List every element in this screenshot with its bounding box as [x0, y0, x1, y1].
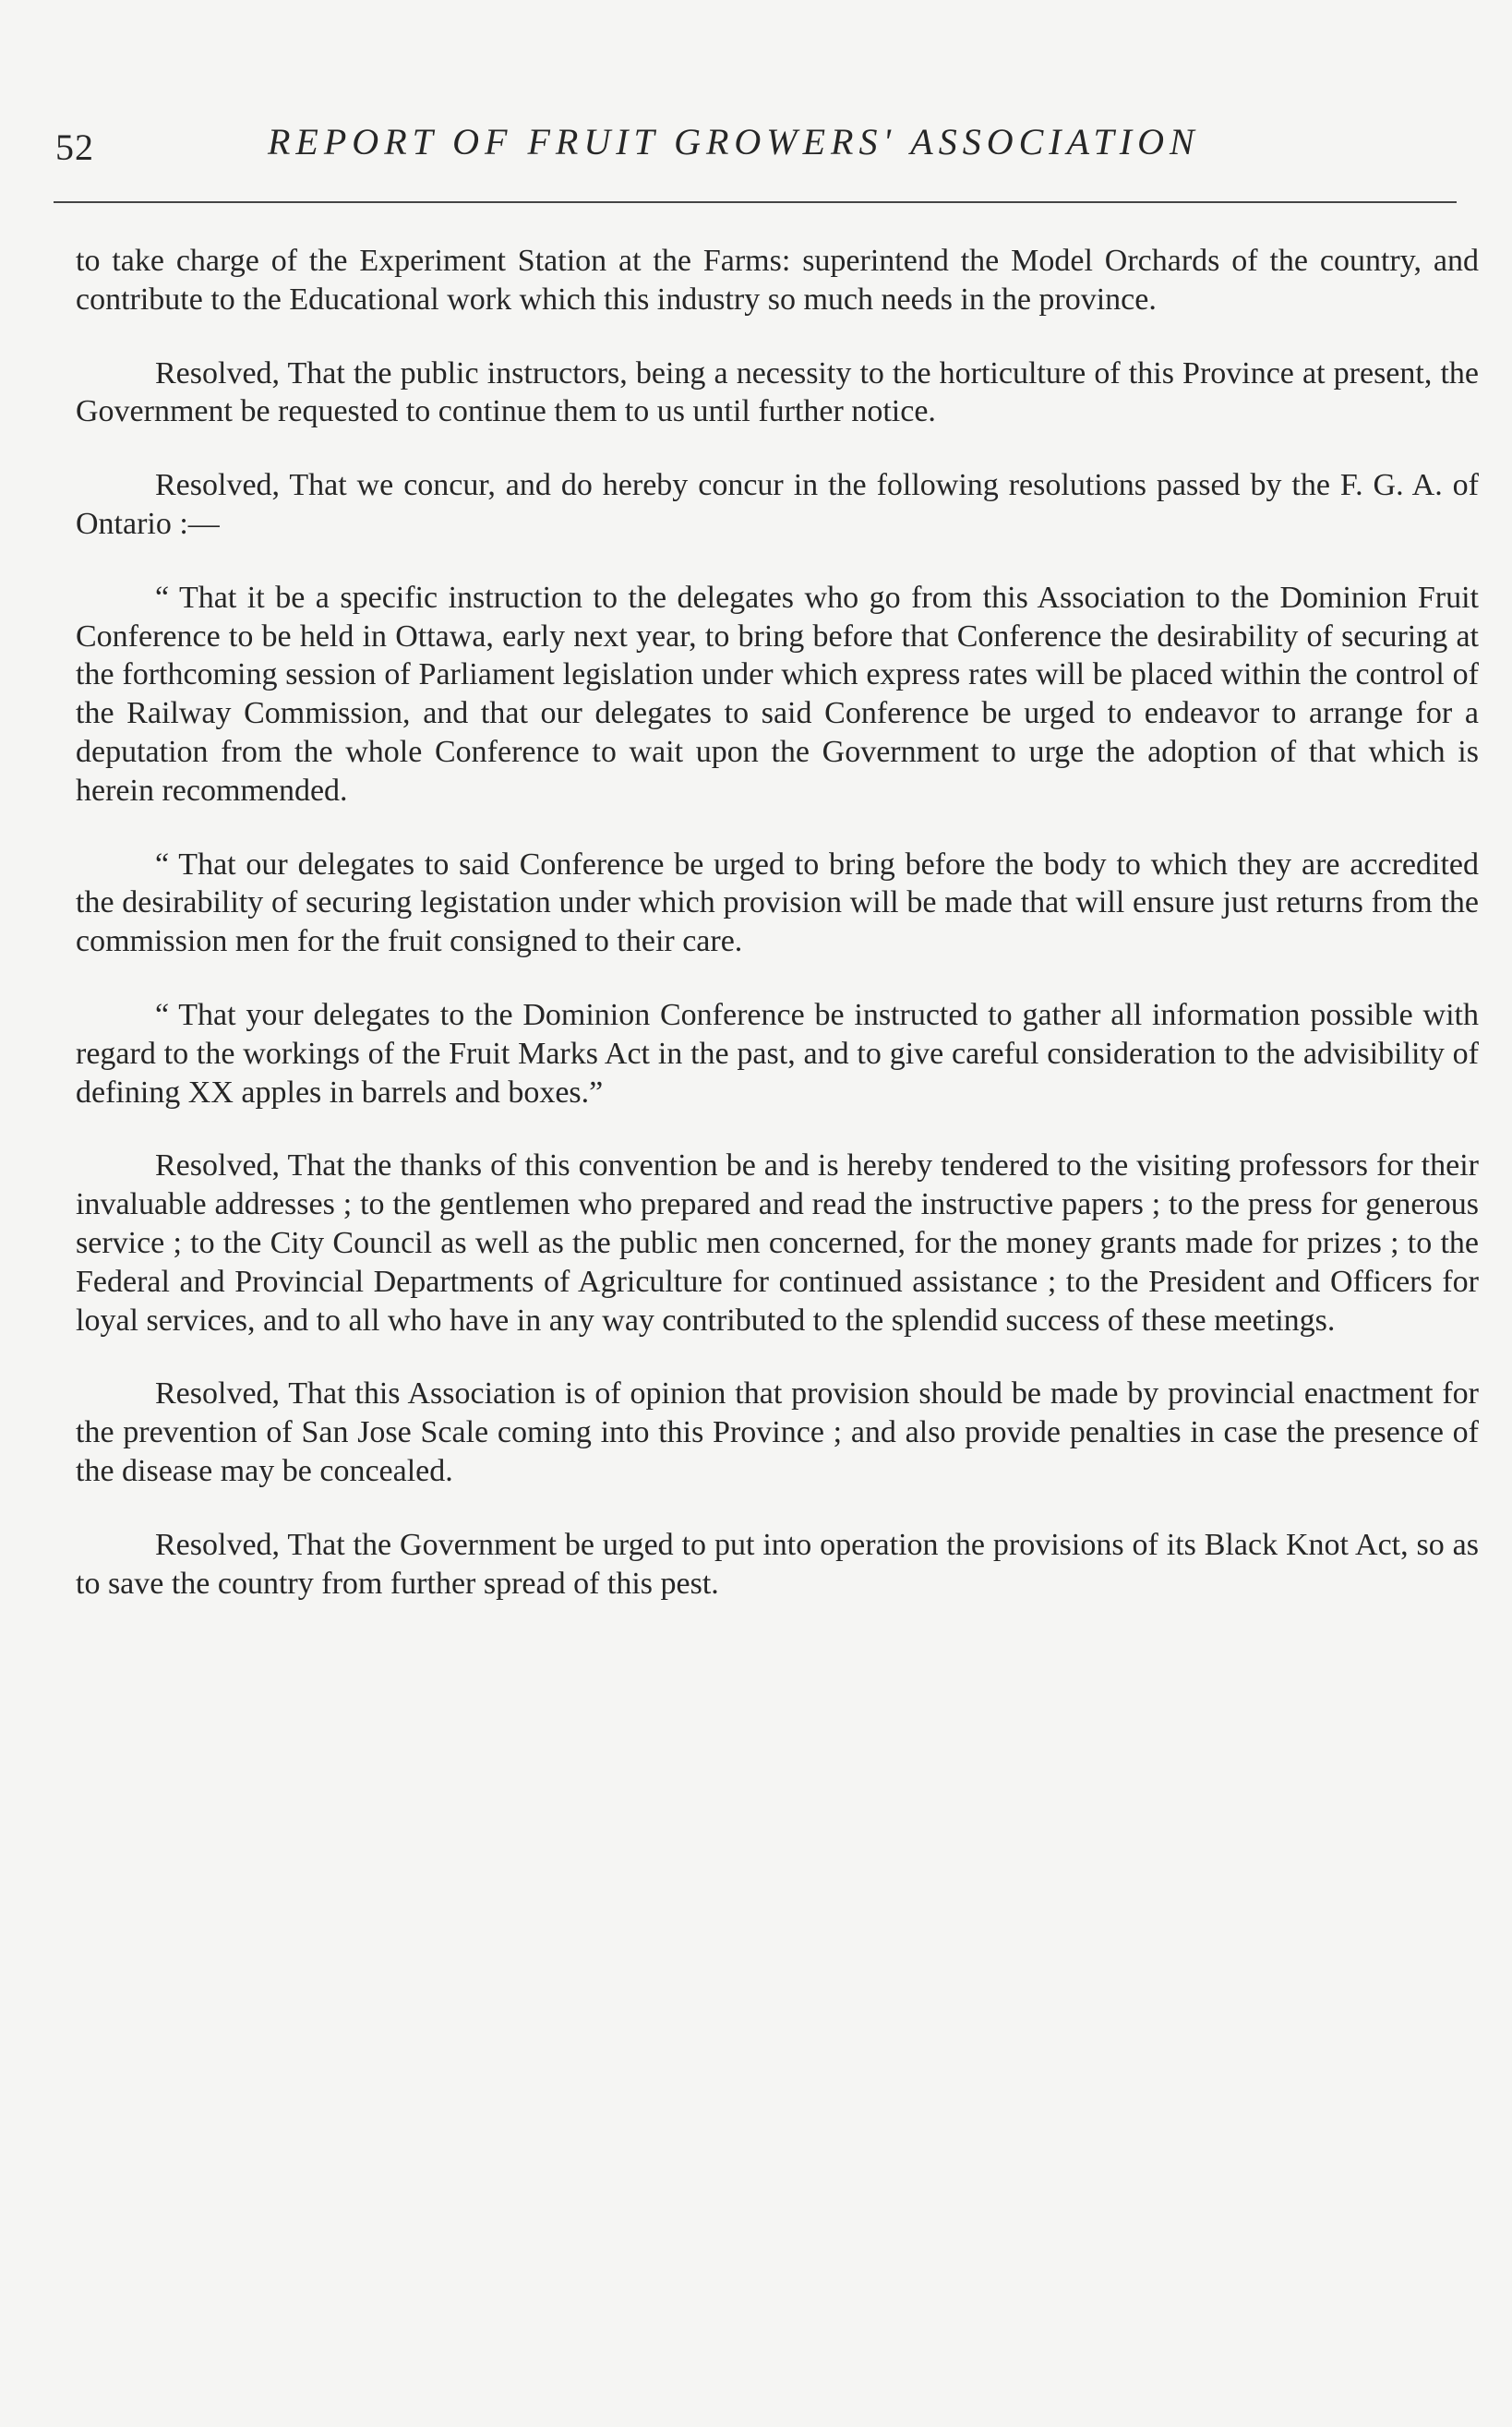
paragraph-resolution-san-jose-scale: Resolved, That this Association is of opinion that provision should be made by provincial enactment for the prevention of San Jose Scale coming into this Province ; and also provide penalties in case the presence of the disease may be concealed. [76, 1376, 1479, 1488]
header-rule [54, 201, 1457, 203]
paragraph-resolution-thanks: Resolved, That the thanks of this convention be and is hereby tendered to the visiting professors for their invaluable addresses ; to the gentlemen who prepared and read the instructive papers ; to the press for generous service ; to the City Council as well as the public men concerned, for the money grants made for prizes ; to the Federal and Provincial Departments of Agriculture for continued assistance ; to the President and Officers for loyal services, and to all who have in any way contributed to the splendid success of these meetings. [76, 1148, 1479, 1338]
running-head: REPORT OF FRUIT GROWERS' ASSOCIATION [268, 121, 1200, 162]
paragraph-quote-express-rates: “ That it be a specific instruction to the delegates who go from this Association to the Dominion Fruit Conference to be held in Ottawa, early next year, to bring before that Conference the desirability of securing at the forthcoming session of Parliament legislation under which express rates will be placed within the control of the Railway Commission, and that our delegates to said Conference be urged to endeavor to arrange for a deputation from the whole Conference to wait upon the Government to urge the adoption of that which is herein recommended. [76, 580, 1479, 808]
page-number: 52 [55, 126, 94, 168]
paragraph-continuation: to take charge of the Experiment Station at the Farms: superintend the Model Orchards of the country, and contribute to the Educational work which this industry so much needs in the province. [76, 244, 1479, 317]
paragraph-resolution-instructors: Resolved, That the public instructors, being a necessity to the horticulture of this Province at present, the Government be requested to continue them to us until further notice. [76, 355, 1479, 429]
page-header [46, 120, 1458, 175]
paragraph-quote-fruit-marks-act: “ That your delegates to the Dominion Conference be instructed to gather all information possible with regard to the workings of the Fruit Marks Act in the past, and to give careful consideration to the advisibility of defining XX apples in barrels and boxes.” [76, 997, 1479, 1110]
paragraph-resolution-concur: Resolved, That we concur, and do hereby concur in the following resolutions passed by the F. G. A. of Ontario :— [76, 468, 1479, 541]
paragraph-resolution-black-knot: Resolved, That the Government be urged to put into operation the provisions of its Black Knot Act, so as to save the country from further spread of this pest. [76, 1527, 1479, 1601]
body-text [76, 242, 1479, 1638]
paragraph-quote-commission-men: “ That our delegates to said Conference be urged to bring before the body to which they are accredited the desirability of securing legistation under which provision will be made that will ensure just returns from the commission men for the fruit consigned to their care. [76, 847, 1479, 959]
